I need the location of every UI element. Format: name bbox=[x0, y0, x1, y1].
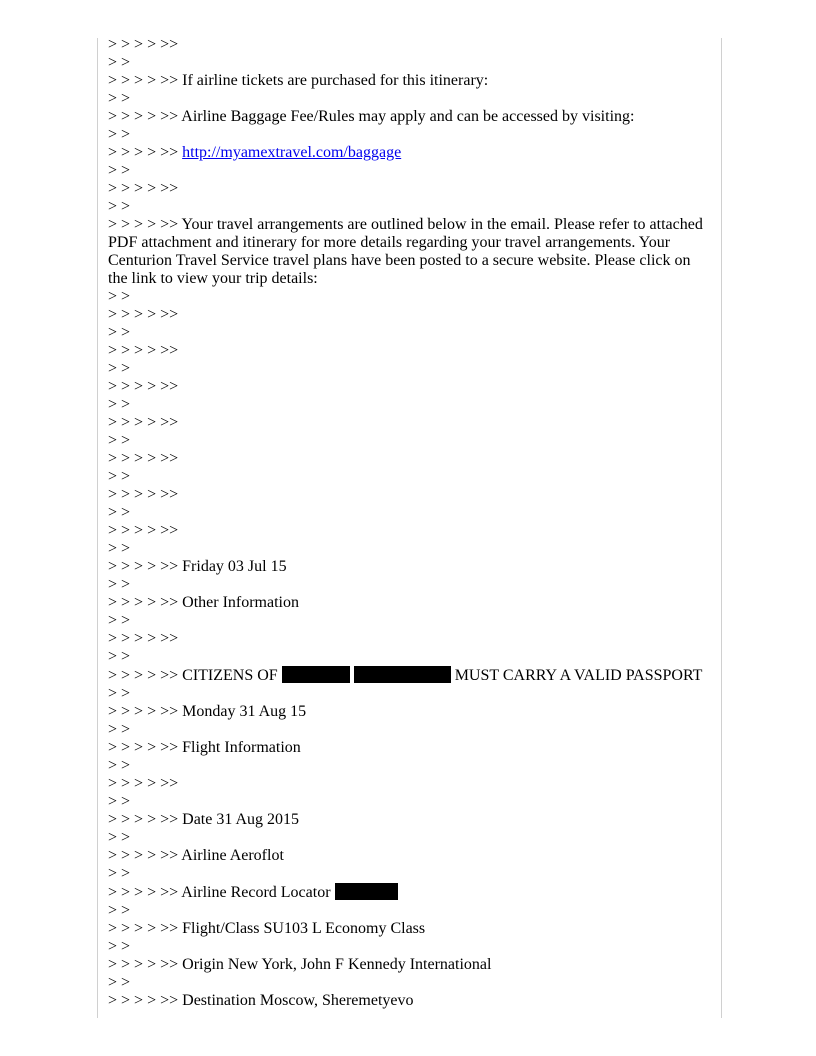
quote-line: > > bbox=[108, 324, 131, 341]
flight-airline: > > > > >> Airline Aeroflot bbox=[108, 847, 284, 864]
quote-line: > > > > >> bbox=[108, 342, 179, 359]
quote-line: > > > > >> bbox=[108, 180, 179, 197]
quote-line: > > bbox=[108, 198, 131, 215]
record-locator bbox=[108, 883, 708, 902]
quote-line: > > bbox=[108, 54, 131, 71]
quote-line: > > > > >> bbox=[108, 378, 179, 395]
quote-line: > > bbox=[108, 685, 131, 702]
quote-line: > > bbox=[108, 721, 131, 738]
quote-line: > > bbox=[108, 612, 131, 629]
quote-line: > > bbox=[108, 648, 131, 665]
quote-line: > > bbox=[108, 432, 131, 449]
quote-line: > > bbox=[108, 757, 131, 774]
flight-destination: > > > > >> Destination Moscow, Sheremetyevo bbox=[108, 992, 414, 1009]
quote-line: > > > > >> bbox=[108, 522, 179, 539]
quote-line: > > > > >> bbox=[108, 775, 179, 792]
quote-line: > > bbox=[108, 360, 131, 377]
redaction-bar bbox=[335, 883, 398, 900]
flight-origin: > > > > >> Origin New York, John F Kennedy International bbox=[108, 956, 492, 973]
redaction-bar bbox=[354, 666, 451, 683]
travel-arrangements-paragraph: > > > > >> Your travel arrangements are outlined below in the email. Please refer to attached PDF attachment and itinerary for more details regarding your travel arrangements. Your Centurion Travel Service travel plans have been posted to a secure website. Please click on the link to view your trip details: bbox=[108, 216, 707, 287]
ticket-purchase-note: > > > > >> If airline tickets are purchased for this itinerary: bbox=[108, 72, 489, 89]
quote-line: > > > > >> bbox=[108, 630, 179, 647]
quote-line: > > > > >> bbox=[108, 306, 179, 323]
section-heading: > > > > >> Other Information bbox=[108, 594, 299, 611]
quote-line: > > bbox=[108, 829, 131, 846]
passport-notice-suffix: MUST CARRY A VALID PASSPORT bbox=[450, 667, 703, 684]
passport-notice-prefix: > > > > >> CITIZENS OF bbox=[108, 667, 282, 684]
date-heading: > > > > >> Monday 31 Aug 15 bbox=[108, 703, 307, 720]
quote-line: > > bbox=[108, 468, 131, 485]
date-heading: > > > > >> Friday 03 Jul 15 bbox=[108, 558, 287, 575]
quote-line: > > bbox=[108, 126, 131, 143]
quote-line: > > bbox=[108, 974, 131, 991]
baggage-link-line bbox=[108, 144, 708, 162]
section-heading: > > > > >> Flight Information bbox=[108, 739, 301, 756]
quote-line: > > > > >> bbox=[108, 414, 179, 431]
passport-notice bbox=[108, 666, 708, 685]
quote-line: > > bbox=[108, 540, 131, 557]
quote-line: > > bbox=[108, 396, 131, 413]
quote-prefix: > > > > >> bbox=[108, 144, 183, 161]
quote-line: > > bbox=[108, 793, 131, 810]
quote-line: > > bbox=[108, 288, 131, 305]
flight-class: > > > > >> Flight/Class SU103 L Economy Class bbox=[108, 920, 426, 937]
quote-line: > > bbox=[108, 865, 131, 882]
quote-line: > > > > >> bbox=[108, 36, 179, 53]
quote-line: > > > > >> bbox=[108, 450, 179, 467]
email-body bbox=[108, 36, 708, 1010]
quote-line: > > > > >> bbox=[108, 486, 179, 503]
quote-line: > > bbox=[108, 162, 131, 179]
quote-line: > > bbox=[108, 90, 131, 107]
redaction-bar bbox=[282, 666, 350, 683]
quote-line: > > bbox=[108, 938, 131, 955]
quote-line: > > bbox=[108, 902, 131, 919]
record-locator-label: > > > > >> Airline Record Locator bbox=[108, 884, 335, 901]
baggage-link[interactable]: http://myamextravel.com/baggage bbox=[182, 144, 402, 161]
quote-line: > > bbox=[108, 504, 131, 521]
flight-date: > > > > >> Date 31 Aug 2015 bbox=[108, 811, 300, 828]
baggage-fee-note: > > > > >> Airline Baggage Fee/Rules may apply and can be accessed by visiting: bbox=[108, 108, 635, 125]
quote-line: > > bbox=[108, 576, 131, 593]
